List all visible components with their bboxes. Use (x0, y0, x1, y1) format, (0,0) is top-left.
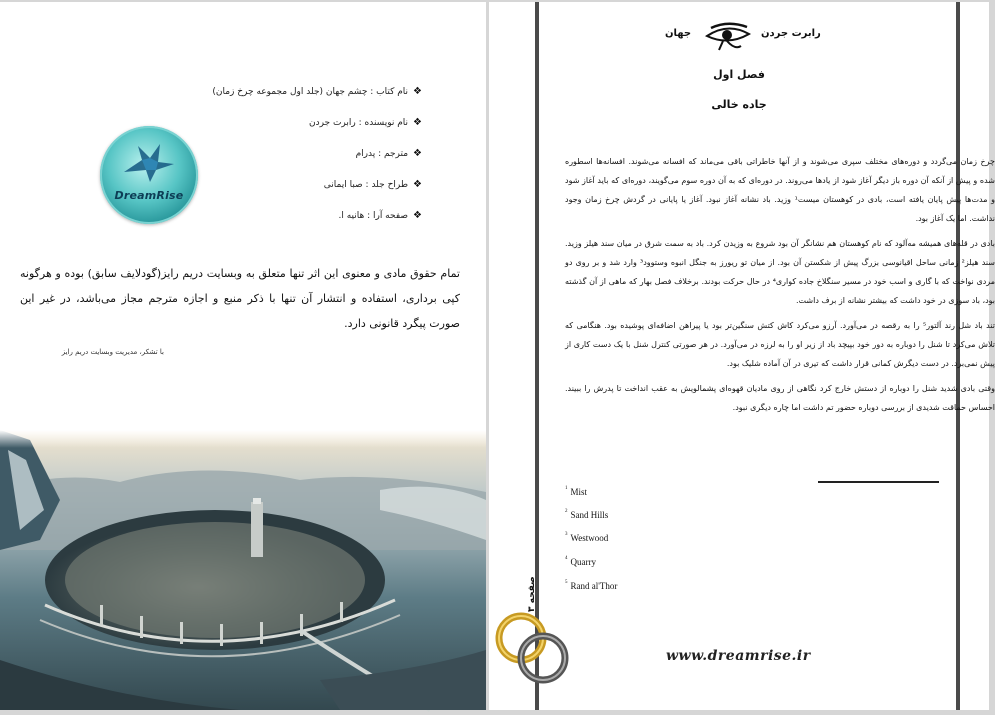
paragraph: بادی در قله‌های همیشه مه‌آلود که نام کوهستان هم نشانگر آن بود شروع به وزیدن کرد. باد به سمت شرق در میان سند هیلز وزید. سند هیلز² زمانی ساحل اقیانوسی بزرگ پیش از شکستن آن بود. از میان تو ریورز به جنگل انبوه وستوود³ وارد شد و بر روی دو مردی نواخت که با گاری و اسب خود در مسیر سنگلاخ جاده کواری⁴ در حال حرکت بودند. برخلاف فصل بهار که ماهی از آن گذشته بود، باد سوزی در خود داشت که بیشتر نشانه از برف داشت. (565, 239, 995, 305)
left-page (0, 2, 486, 710)
book-info-item: ❖مترجم : پدرام (355, 148, 422, 159)
footnote-divider (818, 481, 939, 483)
page-header: جهان رابرت جردن (665, 22, 845, 52)
book-info-item: ❖نام نویسنده : رابرت جردن (308, 117, 422, 128)
chapter-body (565, 152, 995, 423)
paragraph: چرخ زمان می‌گردد و دوره‌های مختلف سپری می‌شوند و از آنها خاطراتی باقی می‌ماند که افسانه می‌شوند. افسانه‌ها اسطوره شده و پیش از آنکه آن دوره باز دیگر آغاز شود از یادها می‌روند. در دوره‌ای که به آن دوره سوم می‌گویند، دوره‌ای که باید آغاز شود و مدت‌ها پیش پایان یافته است، بادی در کوهستان میست¹ وزید. باد نشانه آغاز نبود. آغاز یا پایانی در گردش چرخ زمان وجود نداشت. اما یک آغاز بود. (565, 157, 995, 223)
thanks-note: با تشکر، مدیریت وبسایت دریم رایز (61, 348, 164, 356)
bird-icon (120, 142, 178, 188)
eye-icon (705, 22, 751, 52)
book-info-item: ❖طراح جلد : صبا ایمانی (323, 179, 422, 190)
footnote: $^5$ Rand al'Thor (565, 580, 618, 591)
copyright-notice: تمام حقوق مادی و معنوی این اثر تنها متعلق به وبسایت دریم رایز(گودلایف سابق) بوده و هرگونه کپی برداری، استفاده و انتشار آن تنها با ذکر منبع و اجازه مترجم مجاز می‌باشد، در غیر این صورت پیگرد قانونی دارد. (20, 267, 460, 330)
book-info-item: ❖صفحه آرا : هانیه ا. (338, 210, 422, 221)
chapter-title: جاده خالی (711, 98, 767, 111)
city-illustration (0, 430, 486, 710)
footnote: $^3$ Westwood (565, 532, 609, 543)
footnote: $^1$ Mist (565, 486, 588, 497)
paragraph: وقتی بادی شدید شنل را دوباره از دستش خارج کرد نگاهی از روی مادیان قهوه‌ای پشمالویش به عقب انداخت تا پدرش را ببیند. احساس حماقت شدیدی از بررسی دوباره حضور تم داشت اما چاره دیگری نبود. (565, 384, 995, 412)
page-number: صفحه ۳ (527, 576, 537, 612)
right-page (489, 2, 995, 710)
dreamrise-logo: DreamRise (100, 126, 198, 224)
footnote: $^4$ Quarry (565, 556, 596, 567)
paragraph: تند باد شل رند آلتور⁵ را به رقصه در می‌آورد. آرزو می‌کرد کاش کتش سنگین‌تر بود یا پیراهن اضافه‌ای پوشیده بود. هنگامی که تلاش می‌کرد تا شنل را دوباره به دور خود بپیچد باد از زیر او را به لرزه در می‌آورد. در هر صورتی کنترل شنل با یک دست کاری از پیش نمی‌برد. در دست دیگرش کمانی قرار داشت که تیری در آن آماده شلیک بود. (565, 321, 995, 368)
chapter-number: فصل اول (713, 68, 765, 81)
rings-icon (495, 606, 571, 696)
website-url[interactable]: www.dreamrise.ir (666, 648, 811, 664)
book-info-item: ❖نام کتاب : چشم جهان (جلد اول مجموعه چرخ زمان) (212, 86, 422, 97)
footnote: $^2$ Sand Hills (565, 509, 609, 520)
